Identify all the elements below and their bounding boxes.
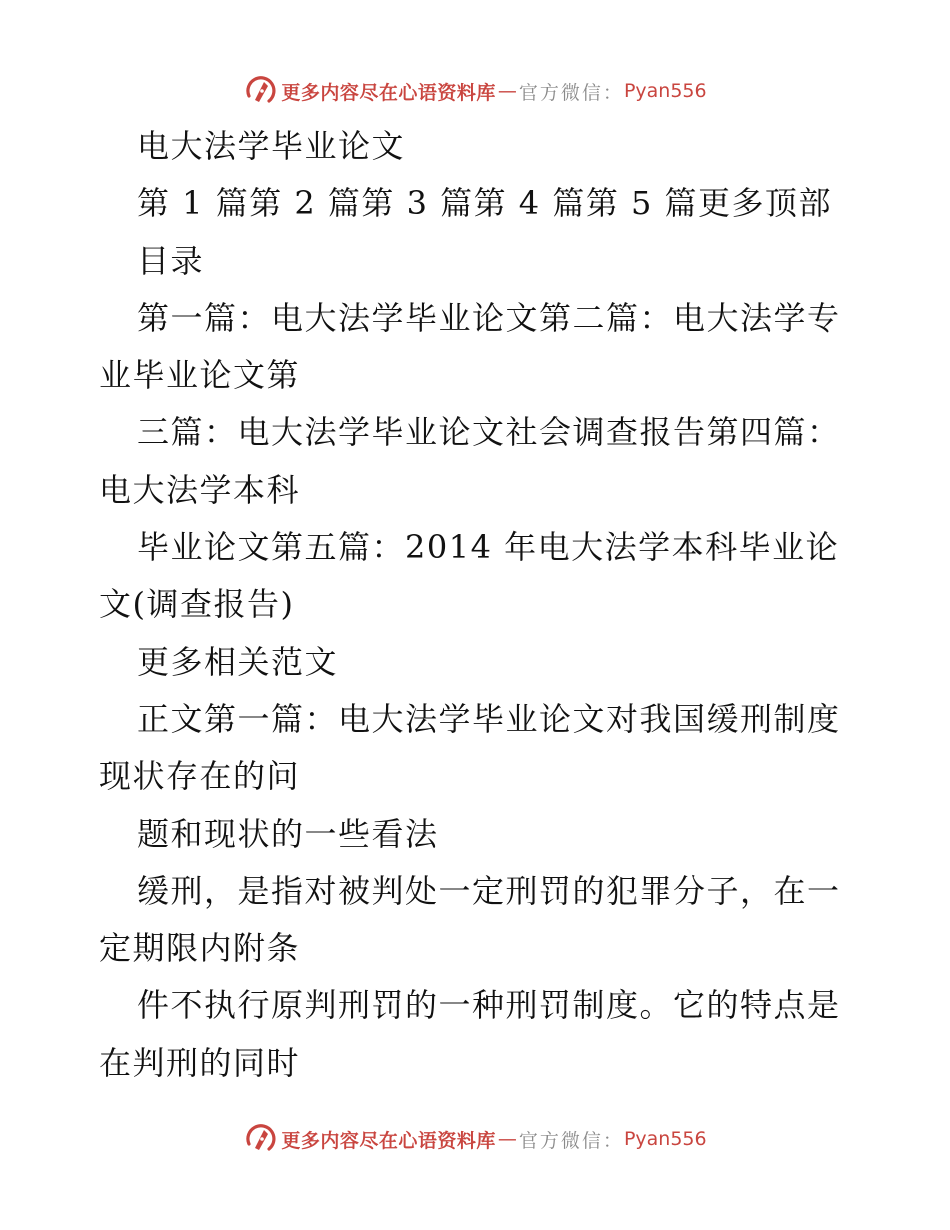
text-line: 业毕业论文第 xyxy=(99,356,301,395)
pen-nib-circle-icon xyxy=(243,74,277,108)
text-line: 第一篇：电大法学毕业论文第二篇：电大法学专 xyxy=(137,298,841,337)
text-line: 缓刑，是指对被判处一定刑罚的犯罪分子，在一 xyxy=(137,871,841,910)
banner-dash: — xyxy=(497,1128,517,1150)
text-line: 毕业论文第五篇：2014 年电大法学本科毕业论 xyxy=(137,528,840,567)
footer-banner xyxy=(0,1119,950,1159)
text-line: 三篇：电大法学毕业论文社会调查报告第四篇： xyxy=(137,413,841,452)
text-line: 在判刑的同时 xyxy=(99,1043,301,1082)
text-line: 更多相关范文 xyxy=(137,642,339,681)
brand-text: 更多内容尽在心语资料库 xyxy=(281,1129,496,1152)
text-line: 第 1 篇第 2 篇第 3 篇第 4 篇第 5 篇更多顶部 xyxy=(137,184,833,223)
text-line: 电大法学毕业论文 xyxy=(137,127,406,165)
text-line: 目录 xyxy=(137,241,205,280)
header-banner xyxy=(0,71,950,111)
brand-text: 更多内容尽在心语资料库 xyxy=(281,81,496,104)
wechat-label: 官方微信： xyxy=(518,1129,624,1152)
text-line: 定期限内附条 xyxy=(99,929,301,968)
text-line: 电大法学本科 xyxy=(99,470,301,509)
text-line: 正文第一篇：电大法学毕业论文对我国缓刑制度 xyxy=(137,699,841,738)
wechat-id: Pyan556 xyxy=(623,1128,707,1150)
text-line: 现状存在的问 xyxy=(99,757,301,796)
text-line: 件不执行原判刑罚的一种刑罚制度。它的特点是 xyxy=(137,986,841,1025)
text-line: 文(调查报告) xyxy=(99,585,295,624)
text-line: 题和现状的一些看法 xyxy=(137,814,439,853)
wechat-id: Pyan556 xyxy=(623,80,707,102)
banner-dash: — xyxy=(497,80,517,102)
wechat-label: 官方微信： xyxy=(518,81,624,104)
pen-nib-circle-icon xyxy=(243,1122,277,1156)
document-body xyxy=(99,118,859,1092)
